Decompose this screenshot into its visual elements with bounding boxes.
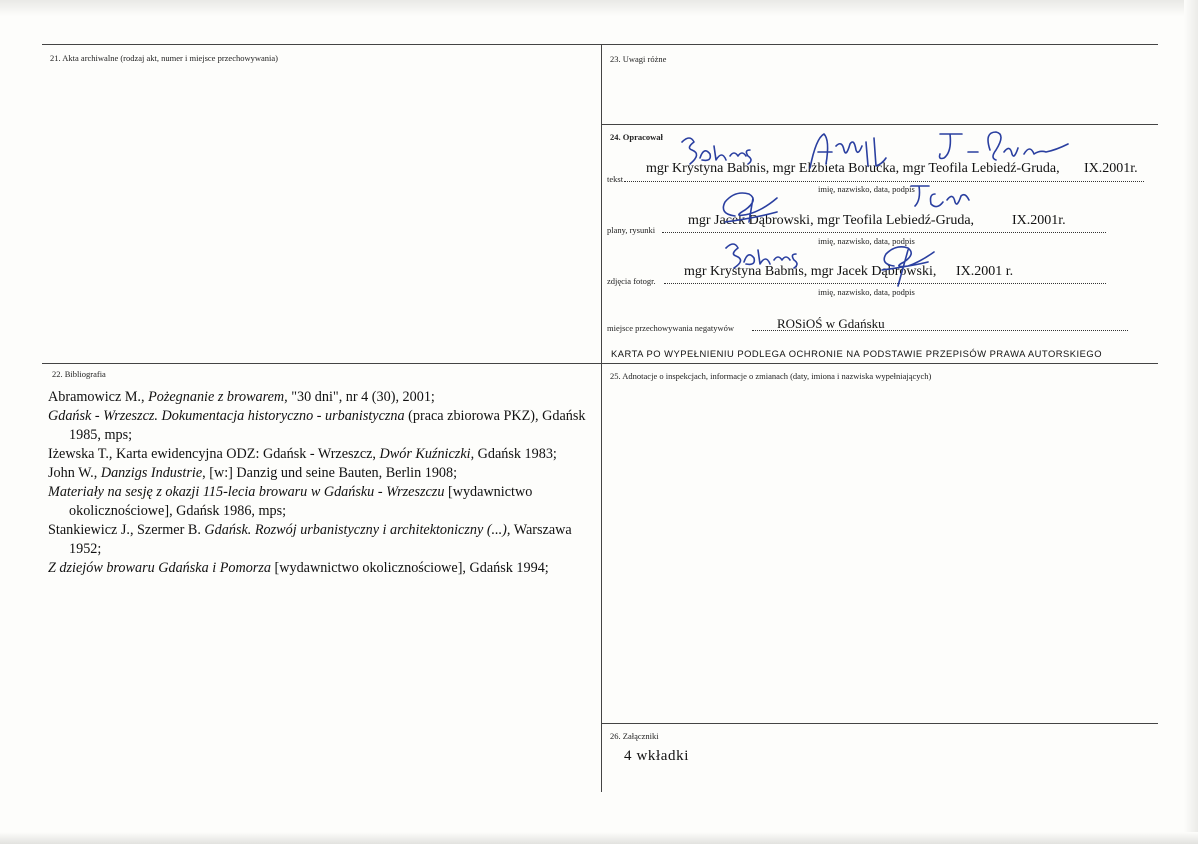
field23-bottom-border — [601, 124, 1158, 125]
scan-edge-top — [0, 0, 1198, 16]
row-photos-date: IX.2001 r. — [956, 264, 1014, 279]
attachments-value: 4 wkładki — [624, 748, 689, 764]
negatives-label: miejsce przechowywania negatywów — [607, 323, 734, 333]
bibliography-entry: Gdańsk - Wrzeszcz. Dokumentacja historyczno - urbanistyczna (praca zbiorowa PKZ), Gdańsk 1985, mps; — [48, 408, 586, 443]
row-plans-label: plany, rysunki — [607, 225, 656, 235]
row-text-caption: imię, nazwisko, data, podpis — [818, 184, 915, 194]
scan-edge-right — [1184, 0, 1198, 844]
row-text-date: IX.2001r. — [1084, 161, 1138, 176]
field23-label: 23. Uwagi różne — [610, 54, 667, 64]
signature-babnis-1 — [660, 128, 780, 168]
row-plans-dotline — [662, 232, 1106, 233]
signature-dabrowski-2 — [868, 240, 948, 290]
bibliography-entry: Iżewska T., Karta ewidencyjna ODZ: Gdańsk - Wrzeszcz, Dwór Kuźniczki, Gdańsk 1983; — [48, 446, 557, 462]
row-text-dotline — [624, 181, 1144, 182]
row-photos-authors: mgr Krystyna Babnis, mgr Jacek Dąbrowski, — [684, 264, 937, 279]
row-text-authors: mgr Krystyna Babnis, mgr Elżbieta Borucka, mgr Teofila Lebiedź-Gruda, — [646, 161, 1060, 176]
signature-lebiedz-gruda-1 — [930, 126, 1080, 172]
negatives-value: ROSiOŚ w Gdańsku — [777, 316, 885, 331]
row-photos-caption: imię, nazwisko, data, podpis — [818, 287, 915, 297]
row-photos-label: zdjęcia fotogr. — [607, 276, 656, 286]
field26-top-border — [601, 723, 1158, 724]
row-plans-authors: mgr Jacek Dąbrowski, mgr Teofila Lebiedź-Gruda, — [688, 213, 975, 228]
bibliography-entry: Stankiewicz J., Szermer B. Gdańsk. Rozwój urbanistyczny i architektoniczny (...), Warszawa 1952; — [48, 522, 572, 557]
field26-label: 26. Załączniki — [610, 731, 659, 741]
field24-label: 24. Opracował — [610, 132, 663, 142]
signature-borucka — [800, 128, 900, 178]
field21-label: 21. Akta archiwalne (rodzaj akt, numer i miejsce przechowywania) — [50, 53, 278, 63]
signature-babnis-2 — [718, 238, 818, 274]
field22-label: 22. Bibliografia — [52, 369, 106, 379]
form-top-border — [42, 44, 1158, 45]
middle-border — [42, 363, 1158, 364]
bibliography-list — [48, 388, 598, 578]
copyright-notice: KARTA PO WYPEŁNIENIU PODLEGA OCHRONIE NA PODSTAWIE PRZEPISÓW PRAWA AUTORSKIEGO — [611, 348, 1102, 359]
signature-lebiedz-gruda-2 — [905, 180, 985, 220]
scan-edge-bottom — [0, 832, 1198, 844]
bibliography-entry: John W., Danzigs Industrie, [w:] Danzig und seine Bauten, Berlin 1908; — [48, 465, 458, 481]
bibliography-entry: Materiały na sesję z okazji 115-lecia browaru w Gdańsku - Wrzeszczu [wydawnictwo okolicznościowe], Gdańsk 1986, mps; — [48, 484, 533, 519]
row-plans-caption: imię, nazwisko, data, podpis — [818, 236, 915, 246]
bibliography-entry: Z dziejów browaru Gdańska i Pomorza [wydawnictwo okolicznościowe], Gdańsk 1994; — [48, 560, 549, 576]
bibliography-entry: Abramowicz M., Pożegnanie z browarem, "30 dni", nr 4 (30), 2001; — [48, 389, 435, 405]
row-text-label: tekst — [607, 174, 624, 184]
form-center-divider — [601, 44, 602, 792]
signature-dabrowski-1 — [705, 186, 795, 226]
field25-label: 25. Adnotacje o inspekcjach, informacje o zmianach (daty, imiona i nazwiska wypełniających) — [610, 371, 932, 381]
row-plans-date: IX.2001r. — [1012, 213, 1066, 228]
